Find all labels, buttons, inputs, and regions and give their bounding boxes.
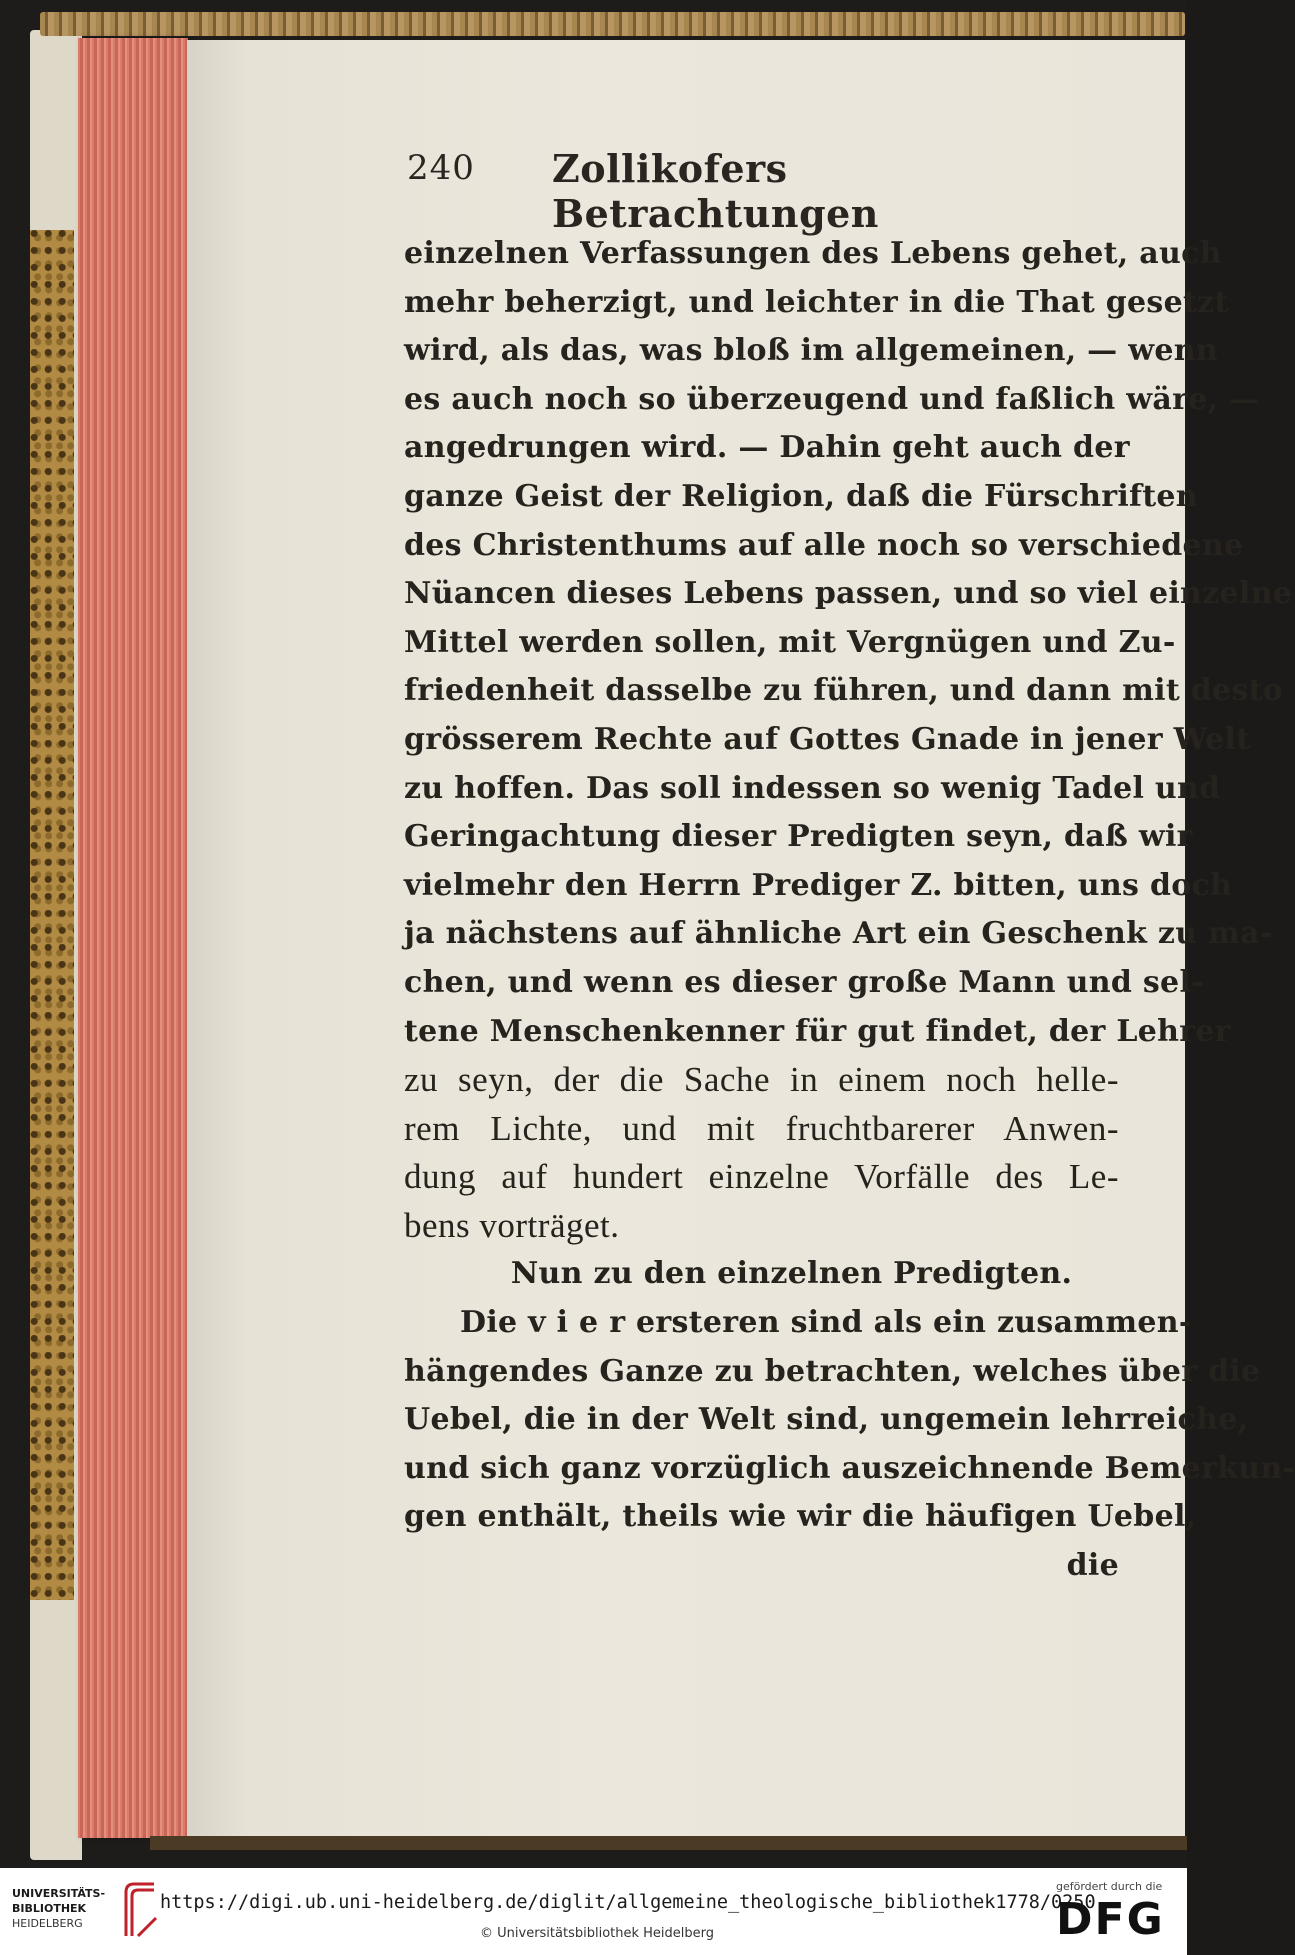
text-line: einzelnen Verfassungen des Lebens gehet, auch bbox=[404, 236, 1222, 271]
library-name-line1: UNIVERSITÄTS- bbox=[12, 1887, 106, 1900]
text-line: ganze Geist der Religion, daß die Fürschriften bbox=[404, 478, 1198, 514]
text-line: es auch noch so überzeugend und faßlich wäre, — bbox=[404, 381, 1260, 417]
text-line: dung auf hundert einzelne Vorfälle des Le- bbox=[404, 1157, 1119, 1197]
text-line: Die v i e r ersteren sind als ein zusammen- bbox=[460, 1305, 1192, 1341]
text-line: rem Lichte, und mit fruchtbarerer Anwen- bbox=[404, 1108, 1119, 1148]
text-line: chen, und wenn es dieser große Mann und sel- bbox=[404, 964, 1204, 1000]
text-line: bens vorträget. bbox=[404, 1205, 620, 1245]
text-line: des Christenthums auf alle noch so verschiedene bbox=[404, 527, 1244, 563]
footer-bar bbox=[0, 1868, 1187, 1955]
text-line: die bbox=[1066, 1548, 1119, 1584]
text-line: zu hoffen. Das soll indessen so wenig Tadel und bbox=[404, 770, 1221, 806]
library-name-line2: BIBLIOTHEK bbox=[12, 1902, 87, 1915]
funding-note: gefördert durch die bbox=[1056, 1880, 1163, 1893]
permalink-url[interactable]: https://digi.ub.uni-heidelberg.de/diglit/allgemeine_theologische_bibliothek1778/0250 bbox=[160, 1892, 1096, 1913]
text-line: tene Menschenkenner für gut findet, der Lehrer bbox=[404, 1013, 1231, 1049]
text-line: Uebel, die in der Welt sind, ungemein lehrreiche, bbox=[404, 1402, 1249, 1438]
page-edges bbox=[78, 38, 188, 1838]
text-line: Nüancen dieses Lebens passen, und so viel einzelne bbox=[404, 576, 1293, 612]
library-mark-icon bbox=[120, 1878, 164, 1942]
body-text bbox=[404, 230, 1295, 1591]
text-line: Geringachtung dieser Predigten seyn, daß wir bbox=[404, 819, 1193, 855]
page-number: 240 bbox=[407, 148, 475, 188]
page-header bbox=[407, 146, 1127, 236]
running-head: Zollikofers Betrachtungen bbox=[552, 146, 879, 236]
text-line: grösserem Rechte auf Gottes Gnade in jener Welt bbox=[404, 721, 1251, 757]
text-line: wird, als das, was bloß im allgemeinen, — wenn bbox=[404, 333, 1218, 369]
copyright-notice: © Universitätsbibliothek Heidelberg bbox=[480, 1926, 715, 1941]
text-line: angedrungen wird. — Dahin geht auch der bbox=[404, 430, 1130, 466]
library-name-line3: HEIDELBERG bbox=[12, 1917, 83, 1930]
text-line: gen enthält, theils wie wir die häufigen Uebel, bbox=[404, 1499, 1197, 1535]
book-bottom-edge bbox=[150, 1836, 1187, 1850]
text-line: friedenheit dasselbe zu führen, und dann mit desto bbox=[404, 673, 1284, 709]
book-top-edge bbox=[40, 12, 1185, 36]
text-line: hängendes Ganze zu betrachten, welches über die bbox=[404, 1353, 1261, 1389]
dfg-logo[interactable]: DFG bbox=[1056, 1894, 1165, 1945]
text-line: und sich ganz vorzüglich auszeichnende Bemerkun- bbox=[404, 1450, 1295, 1486]
text-line: vielmehr den Herrn Prediger Z. bitten, uns doch bbox=[404, 867, 1233, 903]
text-line: mehr beherzigt, und leichter in die That gesetzt bbox=[404, 284, 1229, 320]
text-line: zu seyn, der die Sache in einem noch helle- bbox=[404, 1060, 1119, 1100]
marbled-endpaper bbox=[30, 230, 74, 1600]
text-line: Mittel werden sollen, mit Vergnügen und Zu- bbox=[404, 624, 1176, 660]
text-line: ja nächstens auf ähnliche Art ein Geschenk zu ma- bbox=[404, 916, 1273, 952]
text-line: Nun zu den einzelnen Predigten. bbox=[510, 1256, 1073, 1292]
